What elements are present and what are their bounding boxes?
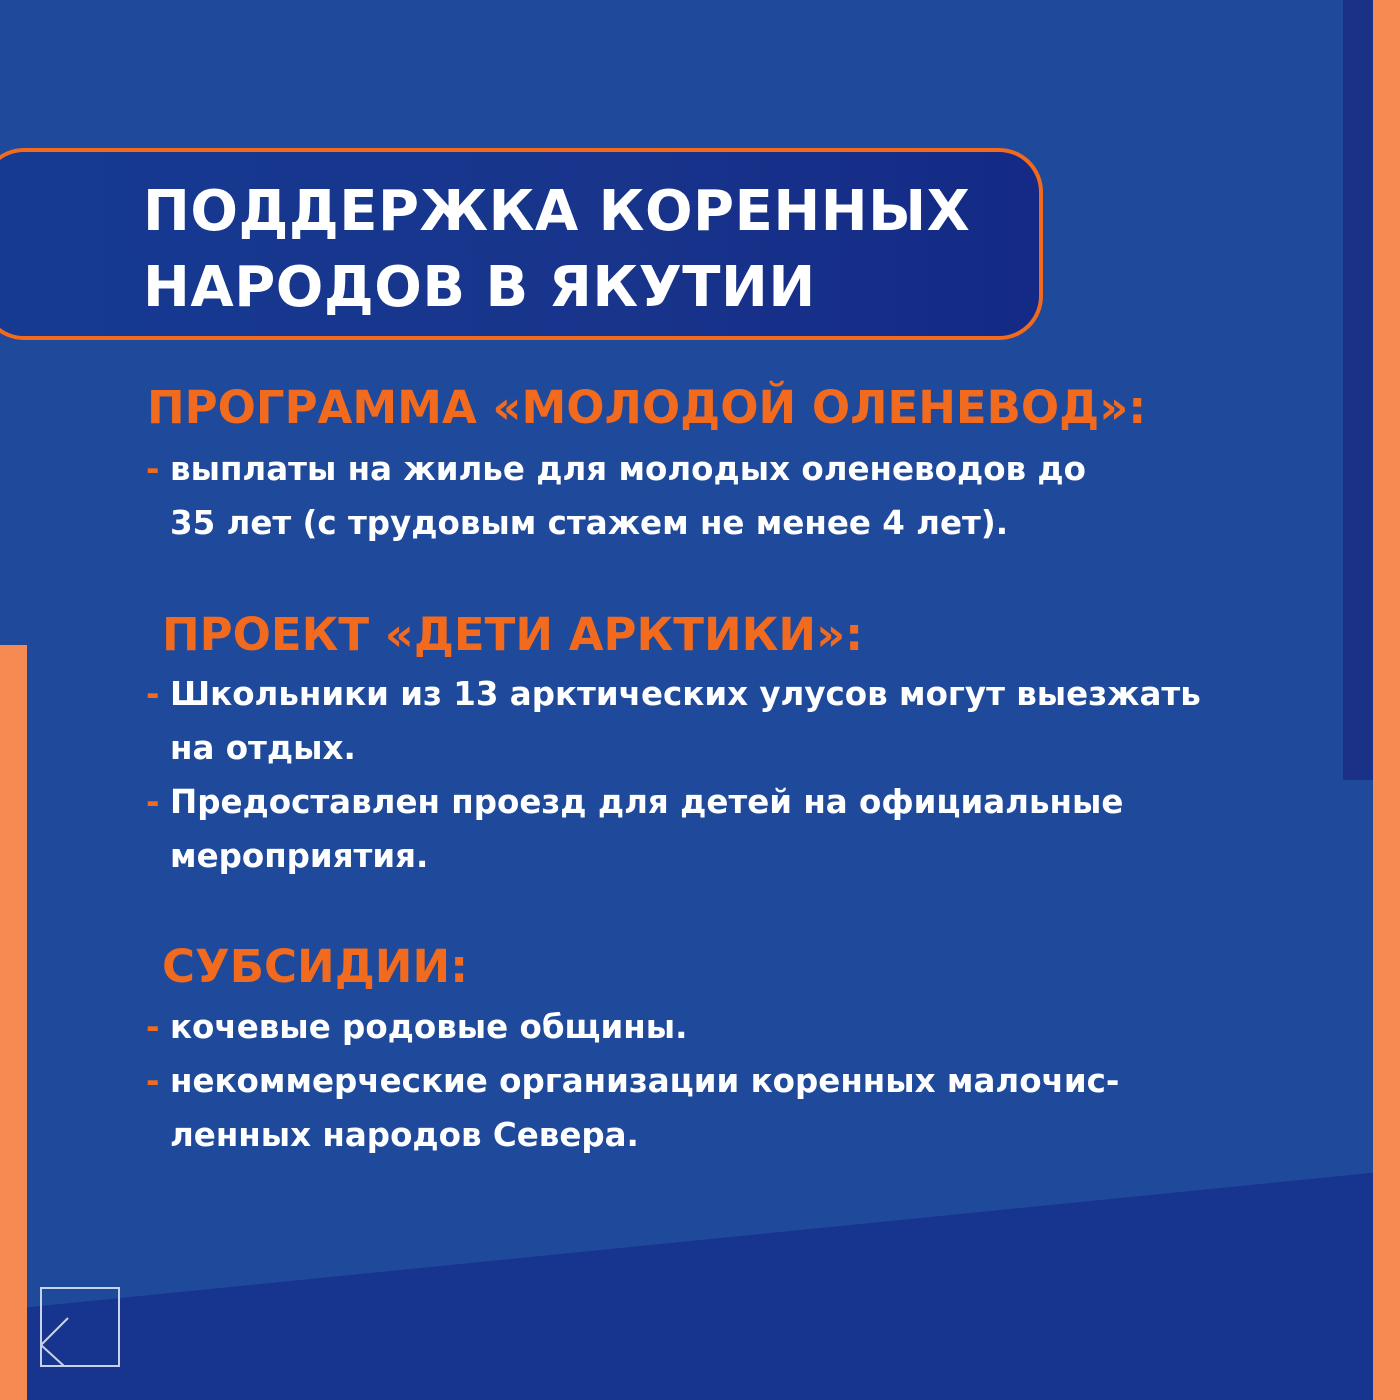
title-line-2: НАРОДОВ В ЯКУТИИ	[143, 255, 816, 320]
list-item-line: выплаты на жилье для молодых оленеводов до	[170, 450, 1086, 488]
page-title	[143, 174, 1003, 326]
list-item-line: Предоставлен проезд для детей на официальные	[170, 783, 1124, 821]
right-navy-stripe	[1343, 0, 1373, 780]
title-line-1: ПОДДЕРЖКА КОРЕННЫХ	[143, 179, 971, 244]
section-heading-children-of-arctic: ПРОЕКТ «ДЕТИ АРКТИКИ»:	[162, 608, 864, 661]
list-item	[146, 1054, 1120, 1162]
list-item	[146, 775, 1124, 883]
list-item	[146, 1000, 688, 1054]
bullet-dash: -	[146, 1062, 160, 1100]
list-item	[146, 442, 1086, 550]
list-item-line: 35 лет (с трудовым стажем не менее 4 лет).	[170, 504, 1009, 542]
list-item-line: Школьники из 13 арктических улусов могут выезжать	[170, 675, 1201, 713]
k-letter-logo-icon	[40, 1287, 120, 1367]
list-item-line: кочевые родовые общины.	[170, 1008, 688, 1046]
right-orange-stripe	[1373, 0, 1400, 1400]
bullet-dash: -	[146, 675, 160, 713]
bottom-dark-wedge	[0, 1170, 1400, 1400]
list-item-line: ленных народов Севера.	[170, 1116, 639, 1154]
left-orange-stripe	[0, 645, 27, 1400]
section-heading-subsidies: СУБСИДИИ:	[162, 940, 469, 993]
bullet-dash: -	[146, 1008, 160, 1046]
bullet-dash: -	[146, 450, 160, 488]
section-heading-young-reindeer-herder: ПРОГРАММА «МОЛОДОЙ ОЛЕНЕВОД»:	[147, 381, 1147, 434]
list-item-line: на отдых.	[170, 729, 356, 767]
bullet-dash: -	[146, 783, 160, 821]
list-item	[146, 667, 1201, 775]
list-item-line: некоммерческие организации коренных малочис-	[170, 1062, 1120, 1100]
list-item-line: мероприятия.	[170, 837, 429, 875]
